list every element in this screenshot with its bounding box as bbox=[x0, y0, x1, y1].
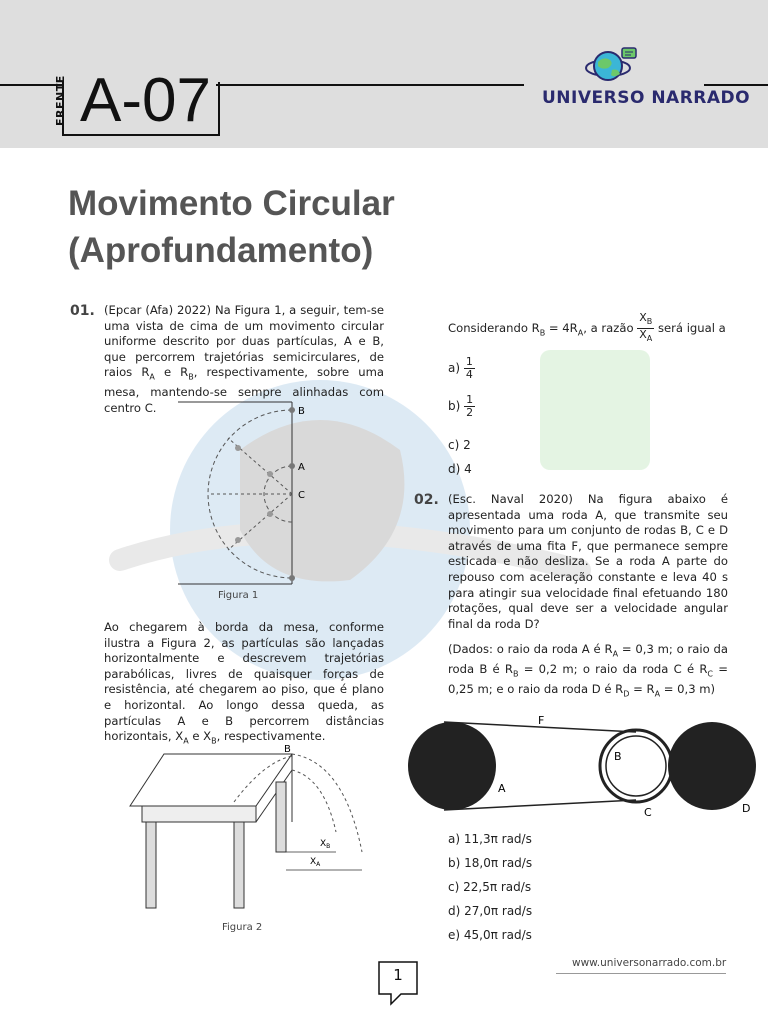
title-line-2: (Aprofundamento) bbox=[68, 231, 374, 270]
q2-option-d[interactable]: d) 27,0π rad/s bbox=[448, 904, 533, 918]
fig2-label-b: B bbox=[284, 744, 291, 755]
wheel-label-f: F bbox=[538, 714, 545, 727]
question-2-text: (Esc. Naval 2020) Na figura abaixo é apresentada uma roda A, que transmite seu movimento para um conjunto de rodas B, C e D através de uma fita F, que permanece sempre esticada e não desliza. Se a roda A parte do repouso com aceleração constante e leva 40 s para atingir sua velocidade final efetuando 180 rotações, qual deve ser a velocidade angular final da roda D? bbox=[448, 492, 728, 631]
brand-name: UNIVERSO NARRADO bbox=[542, 88, 751, 108]
wheel-label-c: C bbox=[644, 806, 652, 819]
page-number: 1 bbox=[393, 966, 403, 984]
question-2-number: 02. bbox=[414, 492, 439, 508]
header-rule-right bbox=[704, 84, 768, 86]
q2-option-a[interactable]: a) 11,3π rad/s bbox=[448, 832, 532, 846]
q2-option-c[interactable]: c) 22,5π rad/s bbox=[448, 880, 532, 894]
fig2-label-xa: $X_A$ bbox=[310, 857, 321, 868]
header-rule-mid bbox=[216, 84, 524, 86]
q1-option-a[interactable]: a) $\frac{1}{4}$ bbox=[448, 355, 473, 381]
fig1-label-a: A bbox=[298, 462, 305, 473]
q1-option-d[interactable]: d) 4 bbox=[448, 462, 472, 476]
q2-option-b[interactable]: b) 18,0π rad/s bbox=[448, 856, 533, 870]
frente-label: FRENTE bbox=[54, 75, 67, 126]
question-1-text-2: Ao chegarem à borda da mesa, conforme ilustra a Figura 2, as partículas são lançadas horizontalmente e descrevem trajetórias parabólicas, livres de quaisquer forças de resistência, até chegarem ao piso, que é plano e horizontal. Ao longo dessa queda, as partículas A e B percorrem distâncias horizontais, $X_A$ e $X_B$, respectivamente. bbox=[104, 620, 384, 746]
ratio-fraction: $\frac{X_B}{X_A}$ bbox=[639, 311, 653, 344]
q1-option-c[interactable]: c) 2 bbox=[448, 438, 471, 452]
footer-rule bbox=[556, 973, 726, 974]
wheel-label-a: A bbox=[498, 782, 506, 795]
question-2-data: (Dados: o raio da roda A é $R_A = 0,3$ m; o raio da roda B é $R_B = 0,2$ m; o raio da roda C é $R_C = 0,25$ m; e o raio da roda D é $R_D = R_A = 0,3$ m) bbox=[448, 642, 728, 699]
q1-option-b[interactable]: b) $\frac{1}{2}$ bbox=[448, 393, 474, 419]
figure-2-table bbox=[124, 742, 372, 938]
question-1-number: 01. bbox=[70, 303, 95, 319]
figure-2-caption: Figura 2 bbox=[222, 922, 263, 933]
wheel-label-b: B bbox=[614, 750, 622, 763]
title-line-1: Movimento Circular bbox=[68, 184, 395, 223]
page-title bbox=[68, 180, 395, 274]
question-1-considering: Considerando $R_B = 4R_A$, a razão $\frac{X_B}{X_A}$ será igual a bbox=[448, 311, 726, 344]
question-1-text: (Epcar (Afa) 2022) Na Figura 1, a seguir, tem-se uma vista de cima de um movimento circular uniforme descrito por duas partículas, A e B, que percorrem trajetórias semicirculares, de raios $R_A$ e $R_B$, respectivamente, sobre uma mesa, mantendo-se sempre alinhadas com centro C. bbox=[104, 303, 384, 415]
fig1-label-b: B bbox=[298, 406, 305, 417]
globe-logo-icon bbox=[584, 44, 644, 88]
figure-1-caption: Figura 1 bbox=[218, 590, 259, 601]
fig2-label-xb: $X_B$ bbox=[320, 839, 331, 850]
figure-wheels bbox=[404, 712, 764, 822]
wheel-label-d: D bbox=[742, 802, 751, 815]
footer-url[interactable]: www.universonarrado.com.br bbox=[572, 957, 727, 969]
section-code: A-07 bbox=[80, 66, 211, 135]
q2-option-e[interactable]: e) 45,0π rad/s bbox=[448, 928, 532, 942]
fig1-label-c: C bbox=[298, 490, 305, 501]
figure-1-semicircles bbox=[178, 398, 328, 604]
